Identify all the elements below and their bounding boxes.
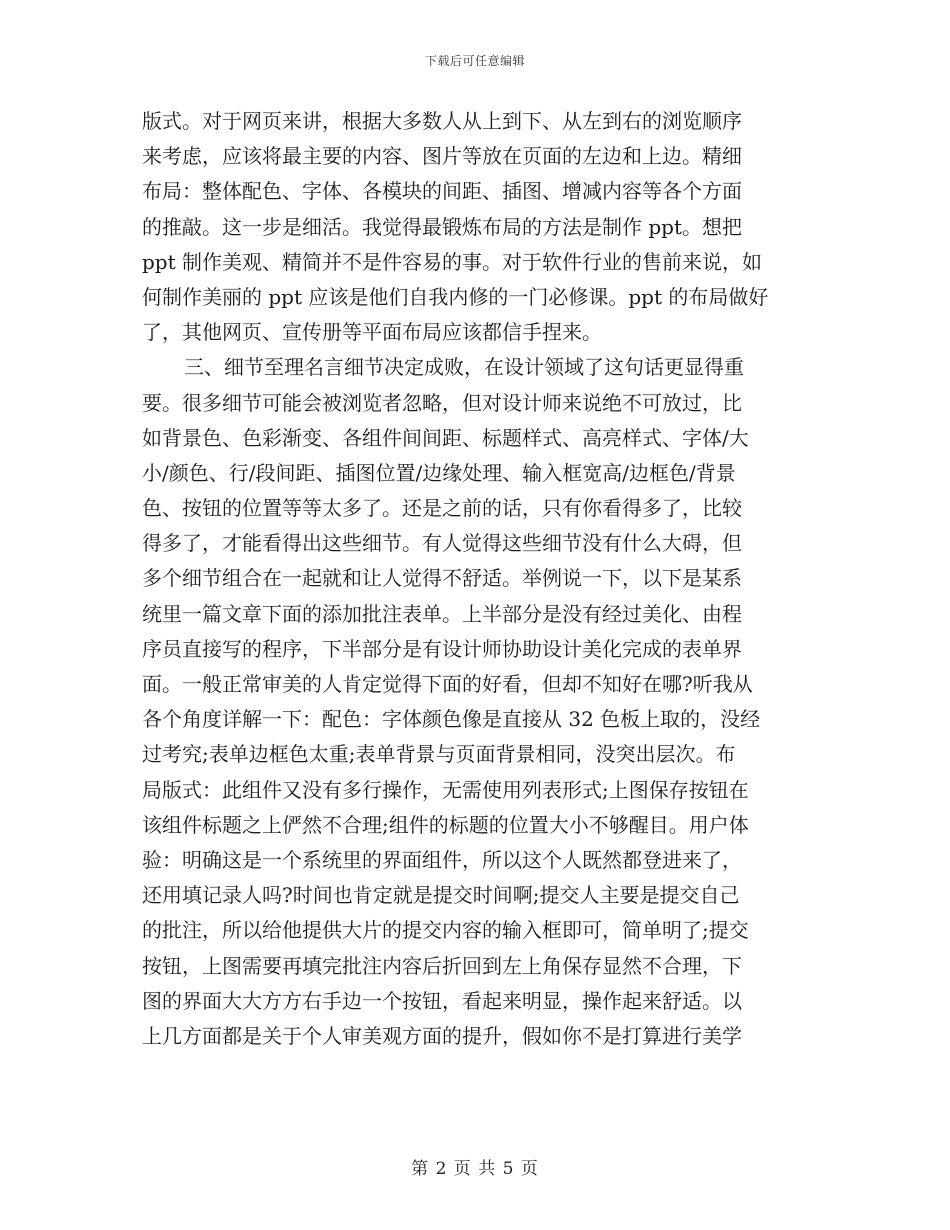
text-line: 验：明确这是一个系统里的界面组件，所以这个人既然都登进来了， xyxy=(142,847,742,872)
text-line: 了，其他网页、宣传册等平面布局应该都信手捏来。 xyxy=(142,320,602,345)
text-line: 的推敲。这一步是细活。我觉得最锻炼布局的方法是制作 ppt。想把 xyxy=(142,214,742,239)
text-line: 还用填记录人吗?时间也肯定就是提交时间啊;提交人主要是提交自己 xyxy=(142,883,740,908)
text-line: ppt 制作美观、精简并不是件容易的事。对于软件行业的售前来说，如 xyxy=(142,249,762,274)
text-line: 如背景色、色彩渐变、各组件间间距、标题样式、高亮样式、字体/大 xyxy=(142,425,749,450)
text-line: 该组件标题之上俨然不合理;组件的标题的位置大小不够醒目。用户体 xyxy=(142,812,749,837)
text-line: 面。一般正常审美的人肯定觉得下面的好看，但却不知好在哪?听我从 xyxy=(142,672,753,696)
page-footer: 第 2 页 共 5 页 xyxy=(411,1159,539,1179)
text-line: 得多了，才能看得出这些细节。有人觉得这些细节没有什么大碍，但 xyxy=(142,531,742,556)
text-line: 要。很多细节可能会被浏览者忽略，但对设计师来说绝不可放过，比 xyxy=(142,390,742,415)
text-line: 过考究;表单边框色太重;表单背景与页面背景相同，没突出层次。布 xyxy=(142,742,736,767)
text-line: 图的界面大大方方右手边一个按钮，看起来明显，操作起来舒适。以 xyxy=(142,988,742,1013)
text-line: 上几方面都是关于个人审美观方面的提升，假如你不是打算进行美学 xyxy=(142,1023,742,1048)
document-body xyxy=(142,104,810,1054)
text-line: 色、按钮的位置等等太多了。还是之前的话，只有你看得多了，比较 xyxy=(142,496,742,521)
text-line: 多个细节组合在一起就和让人觉得不舒适。举例说一下，以下是某系 xyxy=(142,566,742,591)
text-line: 来考虑，应该将最主要的内容、图片等放在页面的左边和上边。精细 xyxy=(142,144,742,169)
text-line: 按钮，上图需要再填完批注内容后折回到左上角保存显然不合理，下 xyxy=(142,953,742,978)
text-line: 版式。对于网页来讲，根据大多数人从上到下、从左到右的浏览顺序 xyxy=(142,109,742,133)
text-line: 序员直接写的程序，下半部分是有设计师协助设计美化完成的表单界 xyxy=(142,636,742,661)
text-line: 何制作美丽的 ppt 应该是他们自我内修的一门必修课。ppt 的布局做好 xyxy=(142,284,769,309)
text-line: 局版式：此组件又没有多行操作，无需使用列表形式;上图保存按钮在 xyxy=(142,777,749,802)
page-header: 下载后可任意编辑 xyxy=(424,54,525,68)
text-line: 布局：整体配色、字体、各模块的间距、插图、增减内容等各个方面 xyxy=(142,179,742,204)
paragraph-start-line: 三、细节至理名言细节决定成败，在设计领域了这句话更显得重 xyxy=(184,355,744,380)
text-line: 各个角度详解一下：配色：字体颜色像是直接从 32 色板上取的，没经 xyxy=(142,707,761,732)
text-line: 小/颜色、行/段间距、插图位置/边缘处理、输入框宽高/边框色/背景 xyxy=(142,460,736,485)
text-line: 统里一篇文章下面的添加批注表单。上半部分是没有经过美化、由程 xyxy=(142,601,742,626)
text-line: 的批注，所以给他提供大片的提交内容的输入框即可，简单明了;提交 xyxy=(142,918,749,943)
